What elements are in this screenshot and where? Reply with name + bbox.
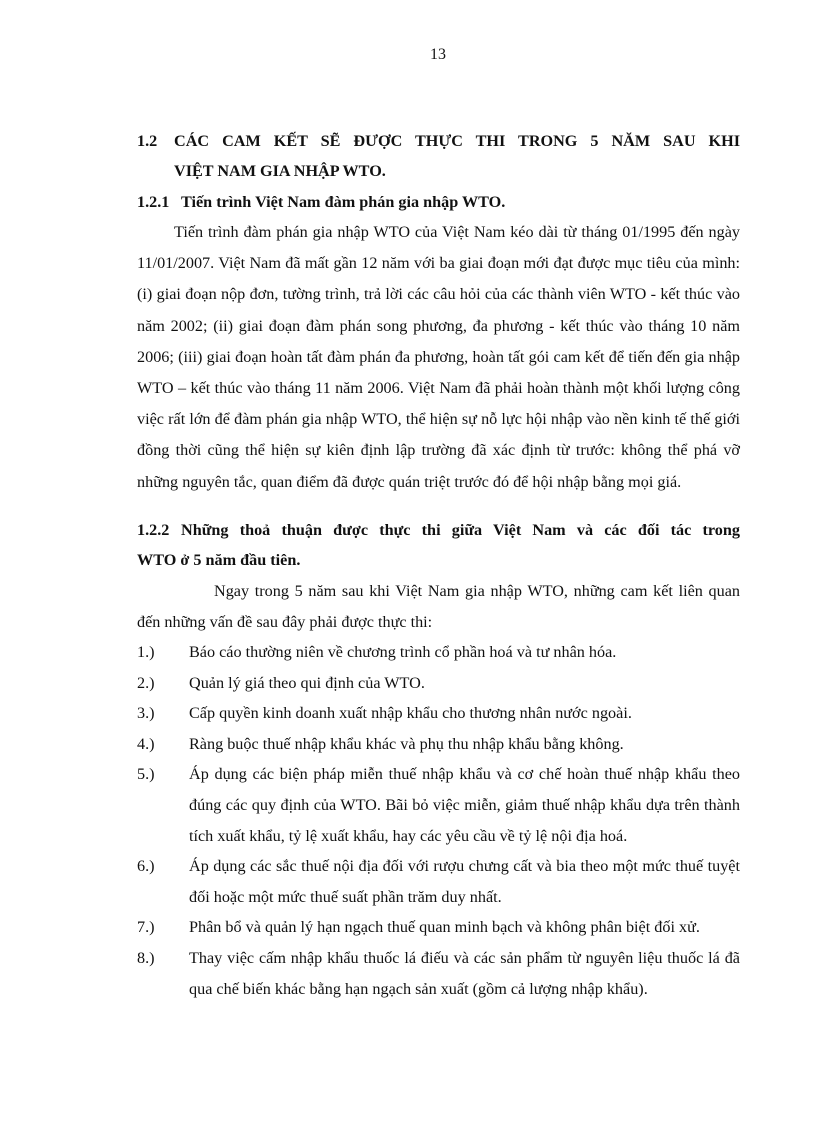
list-item-number: 7.) [137,918,155,937]
list-item-text: Cấp quyền kinh doanh xuất nhập khẩu cho thương nhân nước ngoài. [189,704,632,723]
list-item-text: Áp dụng các sắc thuế nội địa đối với rượu chưng cất và bia theo một mức thuế tuyệt đối hoặc một mức thuế suất phần trăm duy nhất. [189,857,740,906]
intro-paragraph: Ngay trong 5 năm sau khi Việt Nam gia nhập WTO, những cam kết liên quan đến những vấn đề sau đây phải được thực thi: [137,582,740,631]
subsection-2-title-line-1: Những thoả thuận được thực thi giữa Việt Nam và các đối tác trong [181,521,740,539]
list-item [137,943,740,1004]
list-item [137,759,740,851]
subsection-2-title-line-2: WTO ở 5 năm đầu tiên. [137,551,301,569]
list-item-number: 1.) [137,643,155,661]
subsection-2-number: 1.2.2 [137,521,170,539]
list-item [137,851,740,912]
list-item-number: 3.) [137,704,155,723]
list-item-text: Quản lý giá theo qui định của WTO. [189,673,425,692]
section-heading [137,126,740,186]
list-item-text: Báo cáo thường niên về chương trình cổ phần hoá và tư nhân hóa. [189,643,617,661]
page-number: 13 [430,46,446,63]
list-item [137,912,740,943]
subsection-1-body [137,217,740,498]
section-title-line-2: VIỆT NAM GIA NHẬP WTO. [174,162,386,180]
subsection-2-intro [137,576,740,637]
list-item-number: 4.) [137,734,155,753]
subsection-1-title: Tiến trình Việt Nam đàm phán gia nhập WTO. [181,193,506,211]
list-item-number: 6.) [137,857,155,876]
list-item-number: 5.) [137,765,155,784]
commitment-list [137,637,740,1004]
list-item-text: Thay việc cấm nhập khẩu thuốc lá điếu và các sản phẩm từ nguyên liệu thuốc lá đã qua chế biến khác bằng hạn ngạch sản xuất (gồm cả lượng nhập khẩu). [189,948,740,998]
list-item-text: Phân bổ và quản lý hạn ngạch thuế quan minh bạch và không phân biệt đối xử. [189,918,700,937]
list-item [137,729,740,760]
list-item-text: Ràng buộc thuế nhập khẩu khác và phụ thu nhập khẩu bằng không. [189,734,624,753]
list-item [137,637,740,668]
section-title-line-1: CÁC CAM KẾT SẼ ĐƯỢC THỰC THI TRONG 5 NĂM SAU KHI [174,132,740,150]
list-item [137,698,740,729]
section-number: 1.2 [137,132,158,150]
section-heading-line-1 [137,126,740,156]
list-item-number: 8.) [137,948,155,967]
paragraph: Tiến trình đàm phán gia nhập WTO của Việt Nam kéo dài từ tháng 01/1995 đến ngày 11/01/2007. Việt Nam đã mất gần 12 năm với ba giai đoạn mới đạt được mục tiêu của mình: (i) giai đoạn nộp đơn, tường trình, trả lời các câu hỏi của các thành viên WTO - kết thúc vào năm 2002; (ii) giai đoạn đàm phán song phương, đa phương - kết thúc vào tháng 10 năm 2006; (iii) giai đoạn hoàn tất đàm phán đa phương, hoàn tất gói cam kết để tiến đến gia nhập WTO – kết thúc vào tháng 11 năm 2006. Việt Nam đã phải hoàn thành một khối lượng công việc rất lớn để đàm phán gia nhập WTO, thể hiện sự nỗ lực hội nhập vào nền kinh tế thế giới đồng thời cũng thể hiện sự kiên định lập trường đã xác định từ trước: không thể phá vỡ những nguyên tắc, quan điểm đã được quán triệt trước đó để hội nhập bằng mọi giá. [137,223,740,491]
list-item-number: 2.) [137,673,155,692]
subsection-2-heading-line-1 [137,515,740,545]
list-item-text: Áp dụng các biện pháp miễn thuế nhập khẩu và cơ chế hoàn thuế nhập khẩu theo đúng các quy định của WTO. Bãi bỏ việc miễn, giảm thuế nhập khẩu dựa trên thành tích xuất khẩu, tỷ lệ xuất khẩu, hay các yêu cầu về tỷ lệ nội địa hoá. [189,765,740,845]
subsection-1-heading [137,187,740,217]
subsection-1-number: 1.2.1 [137,193,170,211]
subsection-2-heading [137,515,740,575]
list-item [137,668,740,699]
